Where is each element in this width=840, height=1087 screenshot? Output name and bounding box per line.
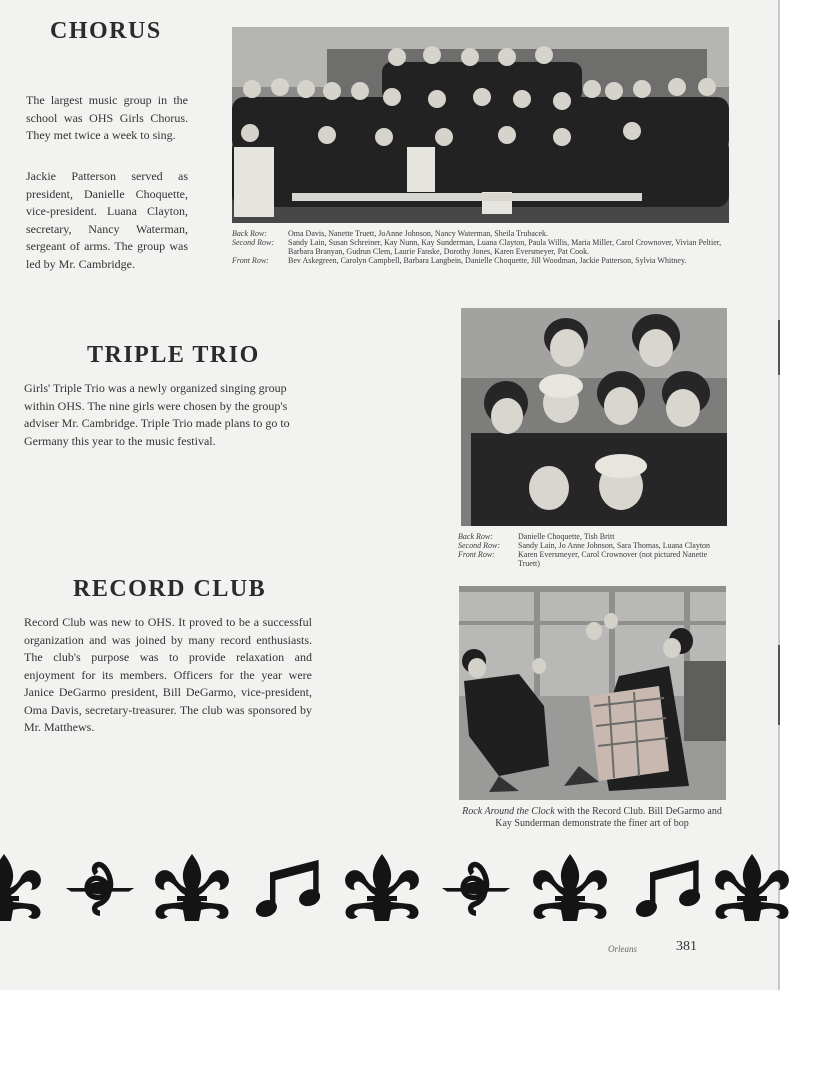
chorus-paragraph-2: Jackie Patterson served as president, Danielle Choquette, vice-president. Luana Clayton, secretary, Nancy Waterman, sergeant of arms. The group was led by Mr. Cambridge. [26,169,188,271]
record-club-photo [459,586,726,800]
caption-row-label: Second Row: [232,238,274,247]
caption-row-names: Karen Eversmeyer, Carol Crownover (not pictured Nanette Truett) [518,550,708,568]
treble-clef-icon [64,860,136,916]
treble-clef-icon [440,860,512,916]
caption-row-names: Danielle Choquette, Tish Britt [518,532,615,541]
caption-row-names: Sandy Lain, Jo Anne Johnson, Sara Thomas, Luana Clayton [518,541,711,550]
fleur-de-lis-icon [530,852,610,922]
caption-row-label: Front Row: [232,256,269,265]
edge-mark [778,645,780,725]
chorus-caption [232,229,729,265]
record-club-title: RECORD CLUB [73,576,267,602]
fleur-de-lis-icon [0,852,44,922]
fleur-de-lis-icon [152,852,232,922]
caption-row-label: Front Row: [458,550,495,559]
eighth-notes-icon [632,854,704,918]
record-club-photo-illustration [459,586,726,800]
eighth-notes-icon [252,854,324,918]
record-club-caption [458,806,726,830]
caption-row-names: Sandy Lain, Susan Schreiner, Kay Nunn, Kay Sunderman, Luana Clayton, Paula Willis, Maria Miller, Carol Crownover, Vivian Peltier, Barbara Branyan, Gudrun Clem, Laurie Fanske, Dorothy Jones, Karen Eversmeyer, Pat Cook. [288,238,722,256]
trio-caption-front-row [458,550,726,568]
footer-yearbook-name: Orleans [608,944,637,954]
caption-song-title: Rock Around the Clock [462,806,555,817]
fleur-de-lis-icon [342,852,422,922]
triple-trio-caption [458,532,726,568]
caption-row-label: Second Row: [458,541,500,550]
chorus-caption-front-row [232,256,729,265]
edge-mark [778,320,780,375]
caption-row-label: Back Row: [458,532,493,541]
page-edge [778,0,780,990]
triple-trio-paragraph: Girls' Triple Trio was a newly organized singing group within OHS. The nine girls were chosen by the group's adviser Mr. Cambridge. Triple Trio made plans to go to Germany this year to the music festival. [24,381,290,448]
chorus-group-photo [232,27,729,223]
triple-trio-title: TRIPLE TRIO [87,342,260,368]
chorus-paragraph-1: The largest music group in the school was OHS Girls Chorus. They met twice a week to sing. [26,93,188,142]
record-club-paragraph: Record Club was new to OHS. It proved to be a successful organization and was joined by many record enthusiasts. The club's purpose was to provide relaxation and enjoyment for its members. Officers for the year were Janice DeGarmo president, Bill DeGarmo, vice-president, Oma Davis, secretary-treasurer. The club was sponsored by Mr. Matthews. [24,615,312,734]
chorus-title: CHORUS [50,18,162,44]
trio-caption-back-row [458,532,726,541]
trio-caption-second-row [458,541,726,550]
fleur-de-lis-icon [712,852,792,922]
caption-description: with the Record Club. Bill DeGarmo and Kay Sunderman demonstrate the finer art of bop [495,806,722,829]
page-number: 381 [676,939,697,954]
caption-row-label: Back Row: [232,229,267,238]
triple-trio-photo [461,308,727,526]
chorus-caption-second-row [232,238,729,256]
chorus-caption-back-row [232,229,729,238]
chorus-photo-illustration [232,27,729,223]
caption-row-names: Bev Askegreen, Carolyn Campbell, Barbara Langbein, Danielle Choquette, Jill Woodman, Jackie Patterson, Sylvia Whitney. [288,256,687,265]
caption-row-names: Oma Davis, Nanette Truett, JoAnne Johnson, Nancy Waterman, Sheila Trubacek. [288,229,549,238]
triple-trio-photo-illustration [461,308,727,526]
